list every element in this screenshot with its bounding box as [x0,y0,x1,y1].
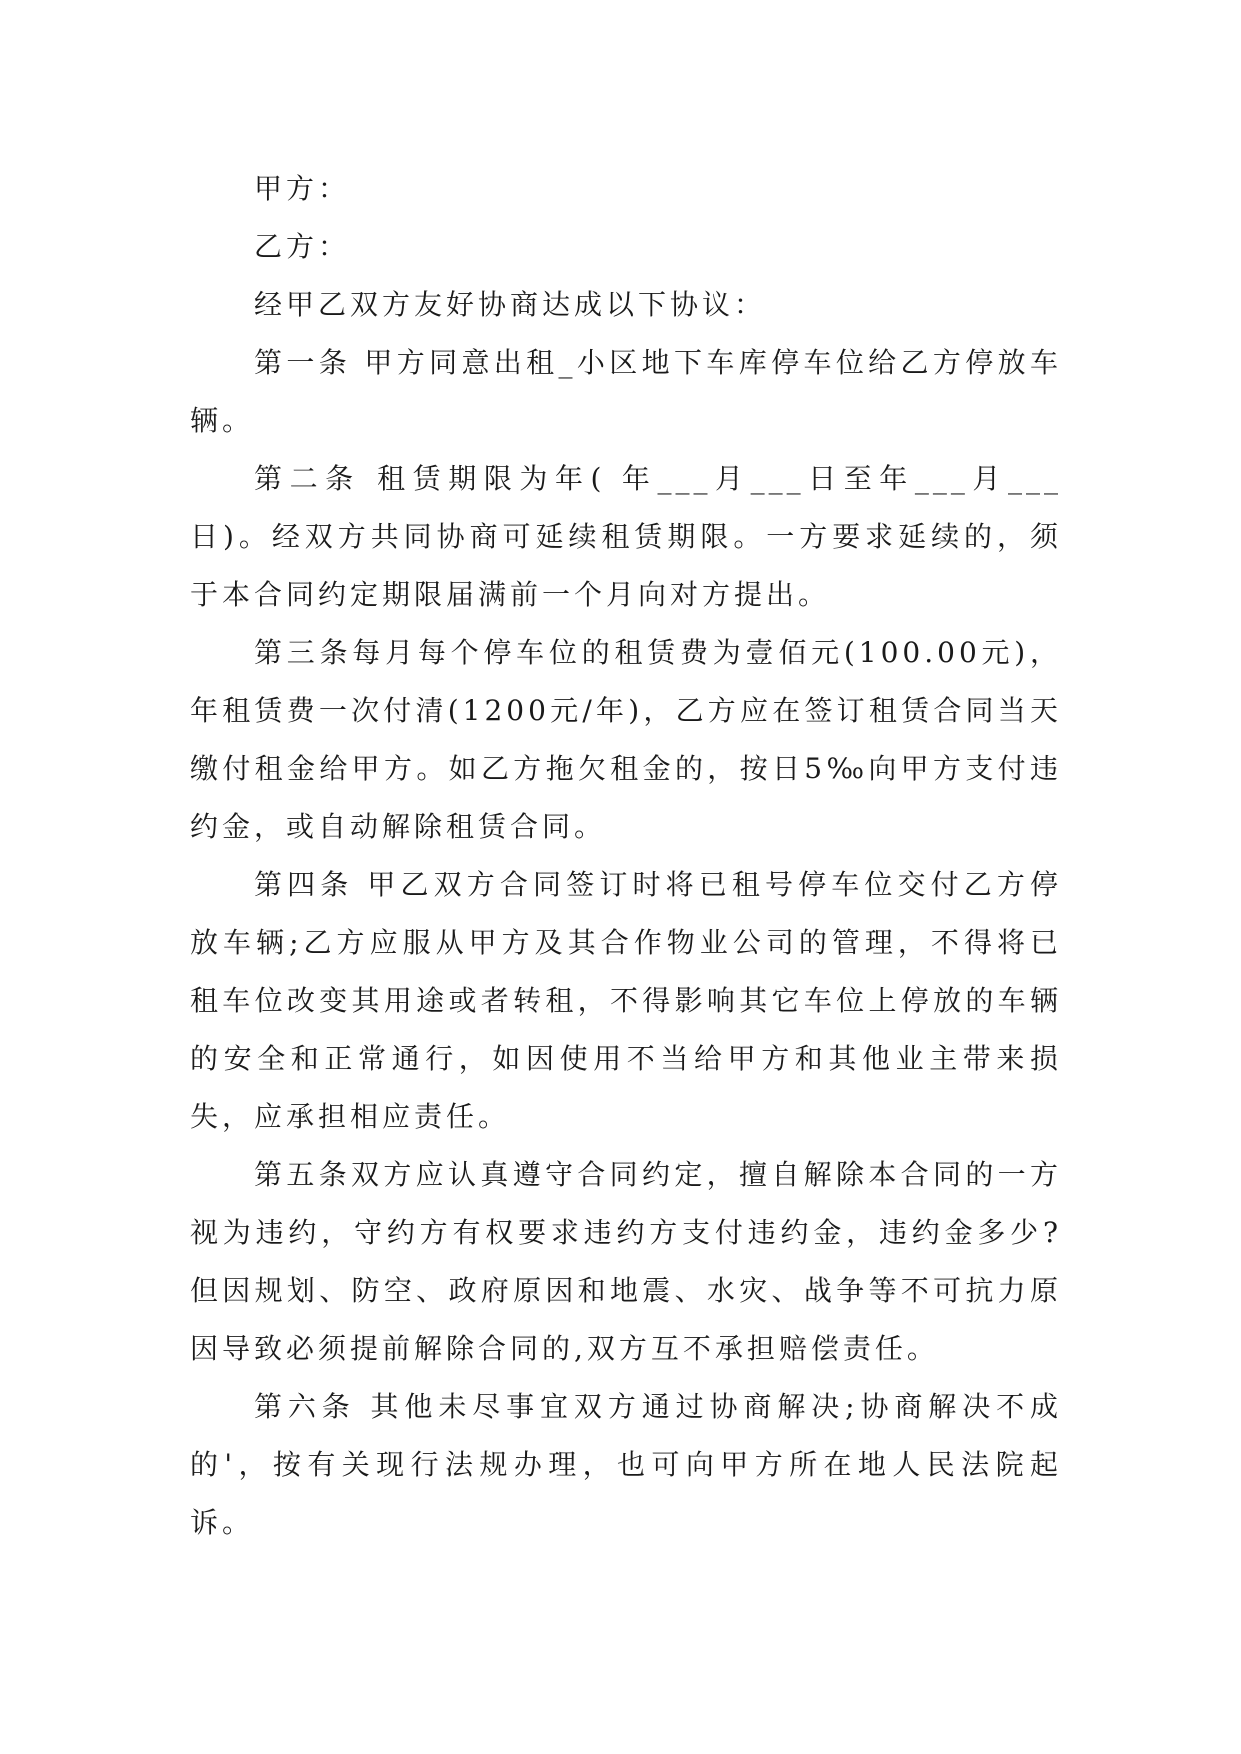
article-2: 第二条 租赁期限为年( 年___月___日至年___月___日)。经双方共同协商可延续租赁期限。一方要求延续的，须于本合同约定期限届满前一个月向对方提出。 [190,462,1062,611]
article-5: 第五条双方应认真遵守合同约定，擅自解除本合同的一方视为违约，守约方有权要求违约方支付违约金，违约金多少?但因规划、防空、政府原因和地震、水灾、战争等不可抗力原因导致必须提前解除合同的,双方互不承担赔偿责任。 [190,1158,1062,1365]
party-a-line: 甲方： [254,172,351,205]
contract-body [190,160,1062,1552]
article-4: 第四条 甲乙双方合同签订时将已租号停车位交付乙方停放车辆;乙方应服从甲方及其合作物业公司的管理，不得将已租车位改变其用途或者转租，不得影响其它车位上停放的车辆的安全和正常通行，如因使用不当给甲方和其他业主带来损失，应承担相应责任。 [190,868,1062,1133]
article-6: 第六条 其他未尽事宜双方通过协商解决;协商解决不成的'，按有关现行法规办理，也可向甲方所在地人民法院起诉。 [190,1390,1062,1539]
article-1: 第一条 甲方同意出租_小区地下车库停车位给乙方停放车辆。 [190,346,1062,437]
party-b-line: 乙方： [254,230,351,263]
article-3: 第三条每月每个停车位的租赁费为壹佰元(100.00元)，年租赁费一次付清(1200元/年)，乙方应在签订租赁合同当天缴付租金给甲方。如乙方拖欠租金的，按日5‰向甲方支付违约金，或自动解除租赁合同。 [190,636,1062,843]
intro-paragraph: 经甲乙双方友好协商达成以下协议： [254,288,767,321]
